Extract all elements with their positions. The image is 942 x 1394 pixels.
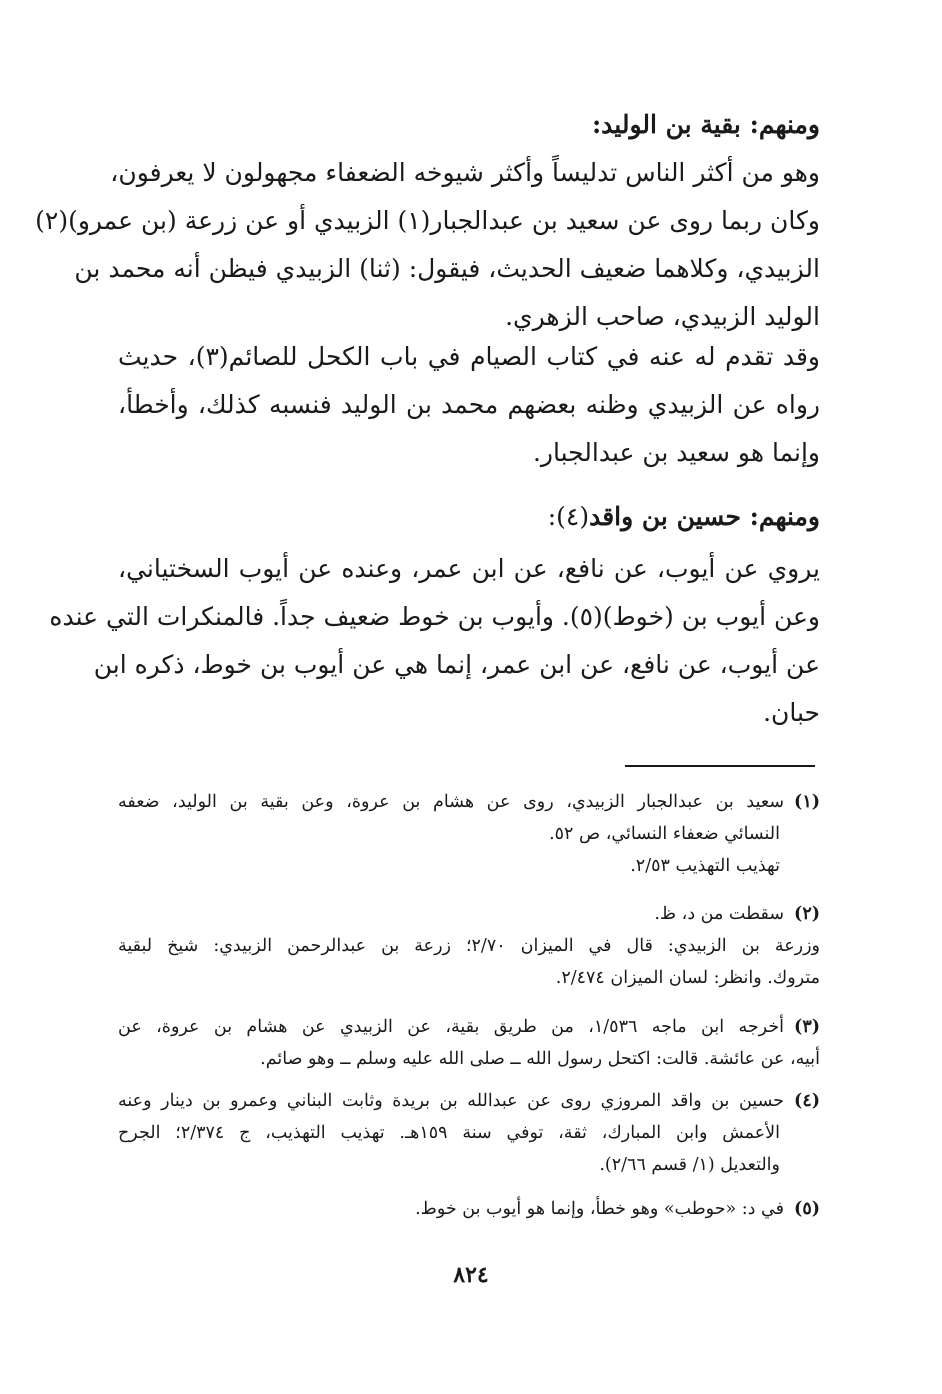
footnote-line: والتعديل (١/ قسم ٢/٦٦). bbox=[599, 1155, 780, 1175]
footnote-line: متروك. وانظر: لسان الميزان ٢/٤٧٤. bbox=[555, 968, 820, 988]
body-line: وإنما هو سعيد بن عبدالجبار. bbox=[532, 438, 820, 467]
section-baqiyya bbox=[35, 101, 820, 341]
footnote-1 bbox=[118, 786, 820, 882]
footnote-line: أخرجه ابن ماجه ١/٥٣٦، من طريق بقية، عن الزبيدي عن هشام بن عروة، عن bbox=[118, 1017, 785, 1037]
footnote-number: (١) bbox=[794, 792, 820, 812]
section-husayn bbox=[118, 493, 820, 541]
footnote-number: (٢) bbox=[794, 904, 820, 924]
body-line: حبان. bbox=[763, 698, 820, 727]
paragraph-previous-mention bbox=[118, 333, 820, 477]
body-line: رواه عن الزبيدي وظنه بعضهم محمد بن الوليد فنسبه كذلك، وأخطأ، bbox=[118, 390, 820, 419]
body-line: وقد تقدم له عنه في كتاب الصيام في باب الكحل للصائم(٣)، حديث bbox=[118, 342, 820, 371]
heading-name: ومنهم: حسين بن واقد bbox=[589, 502, 820, 531]
body-line: وكان ربما روى عن سعيد بن عبدالجبار(١) الزبيدي أو عن زرعة (بن عمرو)(٢) bbox=[35, 206, 820, 235]
footnote-2 bbox=[118, 898, 820, 994]
body-line: عن أيوب، عن نافع، عن ابن عمر، إنما هي عن أيوب بن خوط، ذكره ابن bbox=[93, 650, 820, 679]
footnote-line: سعيد بن عبدالجبار الزبيدي، روى عن هشام بن عروة، وعن بقية بن الوليد، ضعفه bbox=[118, 792, 784, 812]
footnote-5 bbox=[118, 1193, 820, 1225]
footnote-line: وزرعة بن الزبيدي: قال في الميزان ٢/٧٠؛ زرعة بن عبدالرحمن الزبيدي: شيخ لبقية bbox=[118, 936, 820, 956]
section-heading: ومنهم: بقية بن الوليد: bbox=[591, 110, 820, 139]
heading-note-ref: (٤): bbox=[547, 502, 590, 531]
body-line: يروي عن أيوب، عن نافع، عن ابن عمر، وعنده عن أيوب السختياني، bbox=[118, 554, 820, 583]
body-line: الوليد الزبيدي، صاحب الزهري. bbox=[505, 302, 820, 331]
footnote-4 bbox=[118, 1085, 820, 1181]
footnote-line: النسائي ضعفاء النسائي، ص ٥٢. bbox=[549, 824, 780, 844]
body-line: وهو من أكثر الناس تدليساً وأكثر شيوخه الضعفاء مجهولون لا يعرفون، bbox=[110, 158, 820, 187]
footnote-number: (٤) bbox=[794, 1091, 820, 1111]
footnote-line: أبيه، عن عائشة. قالت: اكتحل رسول الله ــ صلى الله عليه وسلم ــ وهو صائم. bbox=[260, 1049, 820, 1069]
footnote-line: الأعمش وابن المبارك، ثقة، توفي سنة ١٥٩هـ. تهذيب التهذيب، ج ٢/٣٧٤؛ الجرح bbox=[118, 1123, 780, 1143]
body-line: وعن أيوب بن (خوط)(٥). وأيوب بن خوط ضعيف جداً. فالمنكرات التي عنده bbox=[49, 602, 820, 631]
footnote-separator bbox=[625, 765, 815, 767]
footnote-3 bbox=[118, 1011, 820, 1075]
footnote-number: (٣) bbox=[794, 1017, 821, 1037]
footnote-line: حسين بن واقد المروزي روى عن عبدالله بن بريدة وثابت البناني وعمرو بن دينار وعنه bbox=[118, 1091, 784, 1111]
footnote-line: سقطت من د، ظ. bbox=[654, 904, 784, 924]
footnote-number: (٥) bbox=[794, 1199, 820, 1219]
paragraph-husayn bbox=[49, 545, 820, 737]
section-heading bbox=[118, 493, 820, 541]
footnote-line: في د: «حوطب» وهو خطأ، وإنما هو أيوب بن خوط. bbox=[415, 1199, 784, 1219]
body-line: الزبيدي، وكلاهما ضعيف الحديث، فيقول: (ثنا) الزبيدي فيظن أنه محمد بن bbox=[74, 254, 820, 283]
footnote-line: تهذيب التهذيب ٢/٥٣. bbox=[630, 856, 780, 876]
page-number: ٨٢٤ bbox=[453, 1262, 489, 1288]
